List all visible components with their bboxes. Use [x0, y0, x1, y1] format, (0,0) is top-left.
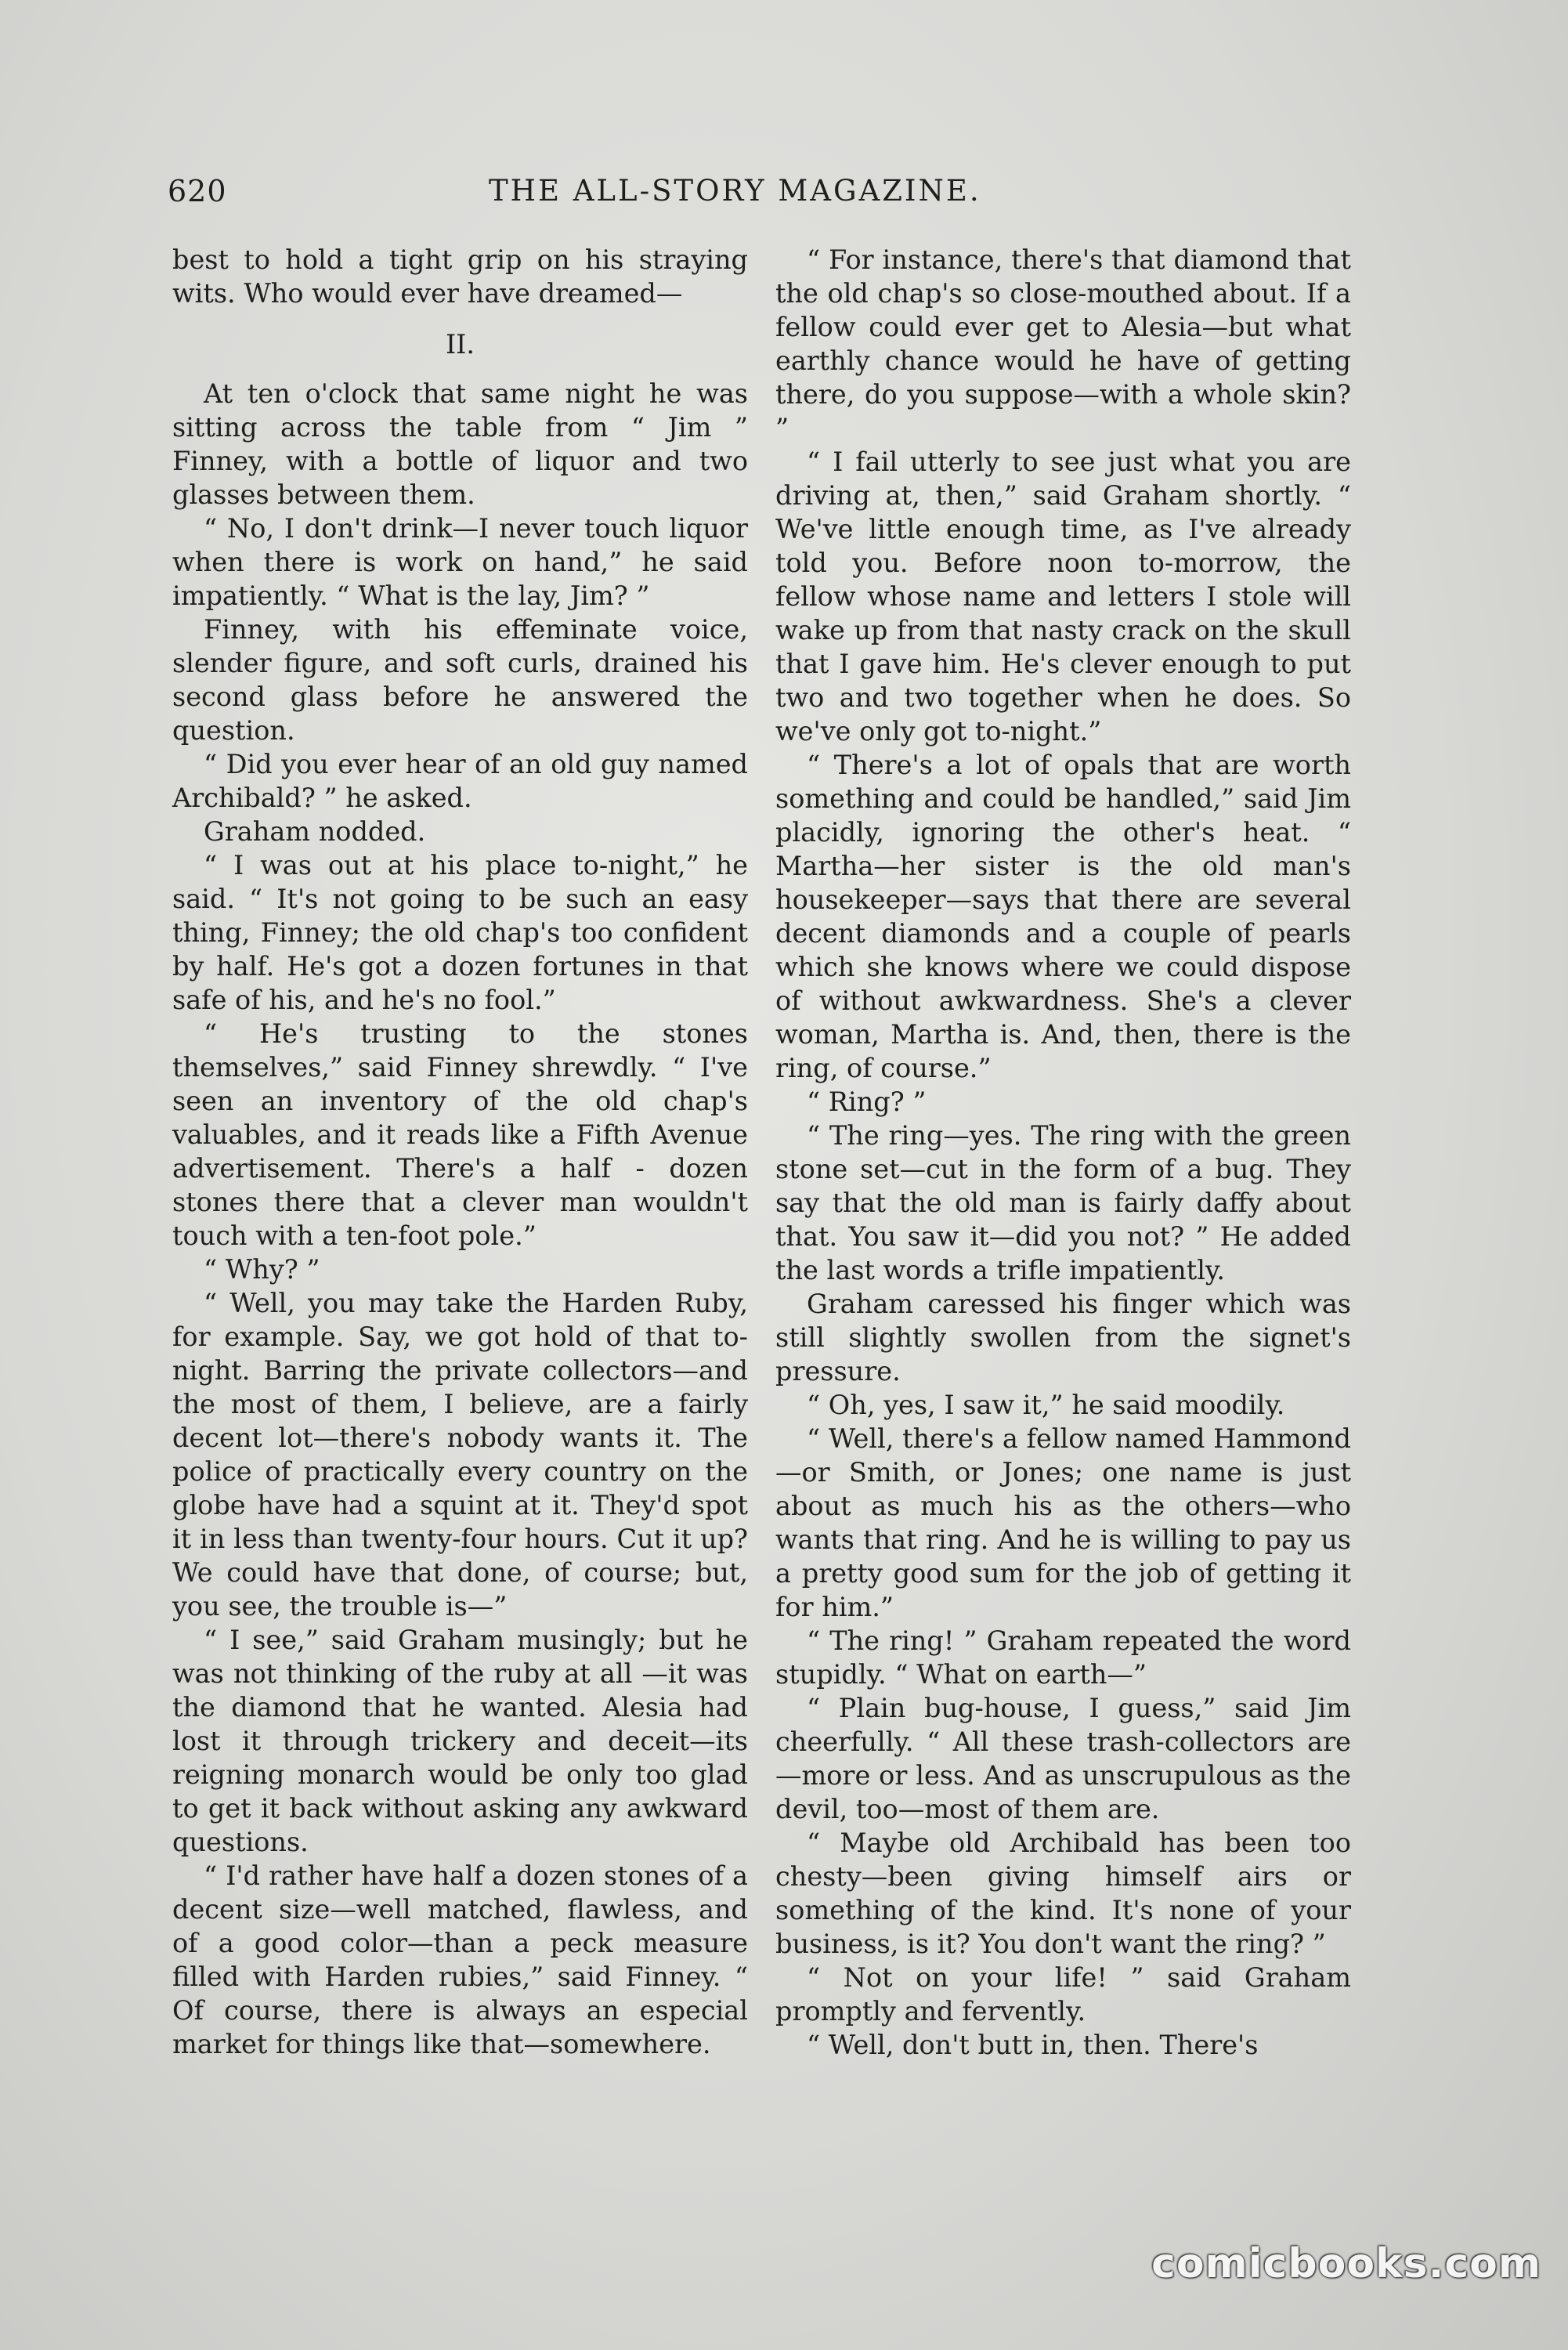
paragraph: “ Plain bug-house, I guess,” said Jim cheerfully. “ All these trash-collectors are—more or less. And as unscrupulous as the devil, too—most of them are.: [775, 1693, 1351, 1824]
paragraph: Graham caressed his finger which was still slightly swollen from the signet's pressure.: [775, 1289, 1351, 1386]
paragraph: “ For instance, there's that diamond that the old chap's so close-mouthed about. If a fellow could ever get to Alesia—but what earthly chance would he have of getting there, do you suppose—with a whole skin? ”: [775, 244, 1351, 443]
left-column: [172, 243, 748, 2061]
paragraph: best to hold a tight grip on his straying wits. Who would ever have dreamed—: [172, 244, 748, 309]
paragraph: “ Not on your life! ” said Graham promptly and fervently.: [775, 1962, 1351, 2026]
paragraph: “ He's trusting to the stones themselves,” said Finney shrewdly. “ I've seen an inventory of the old chap's valuables, and it reads like a Fifth Avenue advertisement. There's a half - dozen stones there that a clever man wouldn't touch with a ten-foot pole.”: [172, 1018, 748, 1251]
paragraph: “ The ring! ” Graham repeated the word stupidly. “ What on earth—”: [775, 1625, 1351, 1690]
paragraph: “ Well, there's a fellow named Hammond—or Smith, or Jones; one name is just about as much his as the others—who wants that ring. And he is willing to pay us a pretty good sum for the job of getting it for him.”: [775, 1423, 1351, 1622]
right-column: [775, 243, 1351, 2062]
section-numeral: II.: [445, 329, 475, 360]
paragraph: “ I fail utterly to see just what you are driving at, then,” said Graham shortly. “ We've little enough time, as I've already told you. Before noon to-morrow, the fellow whose name and letters I stole will wake up from that nasty crack on the skull that I gave him. He's clever enough to put two and two together when he does. So we've only got to-night.”: [775, 446, 1351, 747]
paragraph: “ I see,” said Graham musingly; but he was not thinking of the ruby at all —it was the diamond that he wanted. Alesia had lost it through trickery and deceit—its reigning monarch would be only too glad to get it back without asking any awkward questions.: [172, 1625, 748, 1857]
paragraph: “ Maybe old Archibald has been too chesty—been giving himself airs or something of the kind. It's none of your business, is it? You don't want the ring? ”: [775, 1828, 1351, 1959]
page-header: [168, 174, 1358, 221]
paragraph: “ There's a lot of opals that are worth something and could be handled,” said Jim placidly, ignoring the other's heat. “ Martha—her sister is the old man's housekeeper—says that there are several decent diamonds and a couple of pearls which she knows where we could dispose of without awkwardness. She's a clever woman, Martha is. And, then, there is the ring, of course.”: [775, 750, 1351, 1083]
paragraph: “ Did you ever hear of an old guy named Archibald? ” he asked.: [172, 749, 748, 813]
paragraph: “ Well, you may take the Harden Ruby, for example. Say, we got hold of that to-night. Barring the private collectors—and the most of them, I believe, are a fairly decent lot—there's nobody wants it. The police of practically every country on the globe have had a squint at it. They'd spot it in less than twenty-four hours. Cut it up? We could have that done, of course; but, you see, the trouble is—”: [172, 1288, 748, 1622]
paragraph: “ Ring? ”: [807, 1086, 927, 1117]
page-number: 620: [168, 174, 227, 208]
paragraph: “ Why? ”: [204, 1254, 320, 1285]
paragraph: Graham nodded.: [204, 816, 426, 847]
running-title: THE ALL-STORY MAGAZINE.: [489, 174, 981, 208]
paragraph: “ I was out at his place to-night,” he said. “ It's not going to be such an easy thing, Finney; the old chap's too confident by half. He's got a dozen fortunes in that safe of his, and he's no fool.”: [172, 850, 748, 1015]
paragraph: “ No, I don't drink—I never touch liquor when there is work on hand,” he said impatiently. “ What is the lay, Jim? ”: [172, 513, 748, 611]
paragraph: Finney, with his effeminate voice, slender figure, and soft curls, drained his second glass before he answered the question.: [172, 614, 748, 746]
watermark-logo: comicbooks.com: [1151, 2240, 1542, 2287]
paragraph: “ Well, don't butt in, then. There's: [807, 2030, 1259, 2060]
paragraph: “ I'd rather have half a dozen stones of a decent size—well matched, flawless, and of a good color—than a peck measure filled with Harden rubies,” said Finney. “ Of course, there is always an especial market for things like that—somewhere.: [172, 1860, 748, 2059]
paragraph: “ Oh, yes, I saw it,” he said moodily.: [807, 1390, 1285, 1420]
paragraph: At ten o'clock that same night he was sitting across the table from “ Jim ” Finney, with a bottle of liquor and two glasses between them.: [172, 378, 748, 510]
paragraph: “ The ring—yes. The ring with the green stone set—cut in the form of a bug. They say that the old man is fairly daffy about that. You saw it—did you not? ” He added the last words a trifle impatiently.: [775, 1120, 1351, 1285]
